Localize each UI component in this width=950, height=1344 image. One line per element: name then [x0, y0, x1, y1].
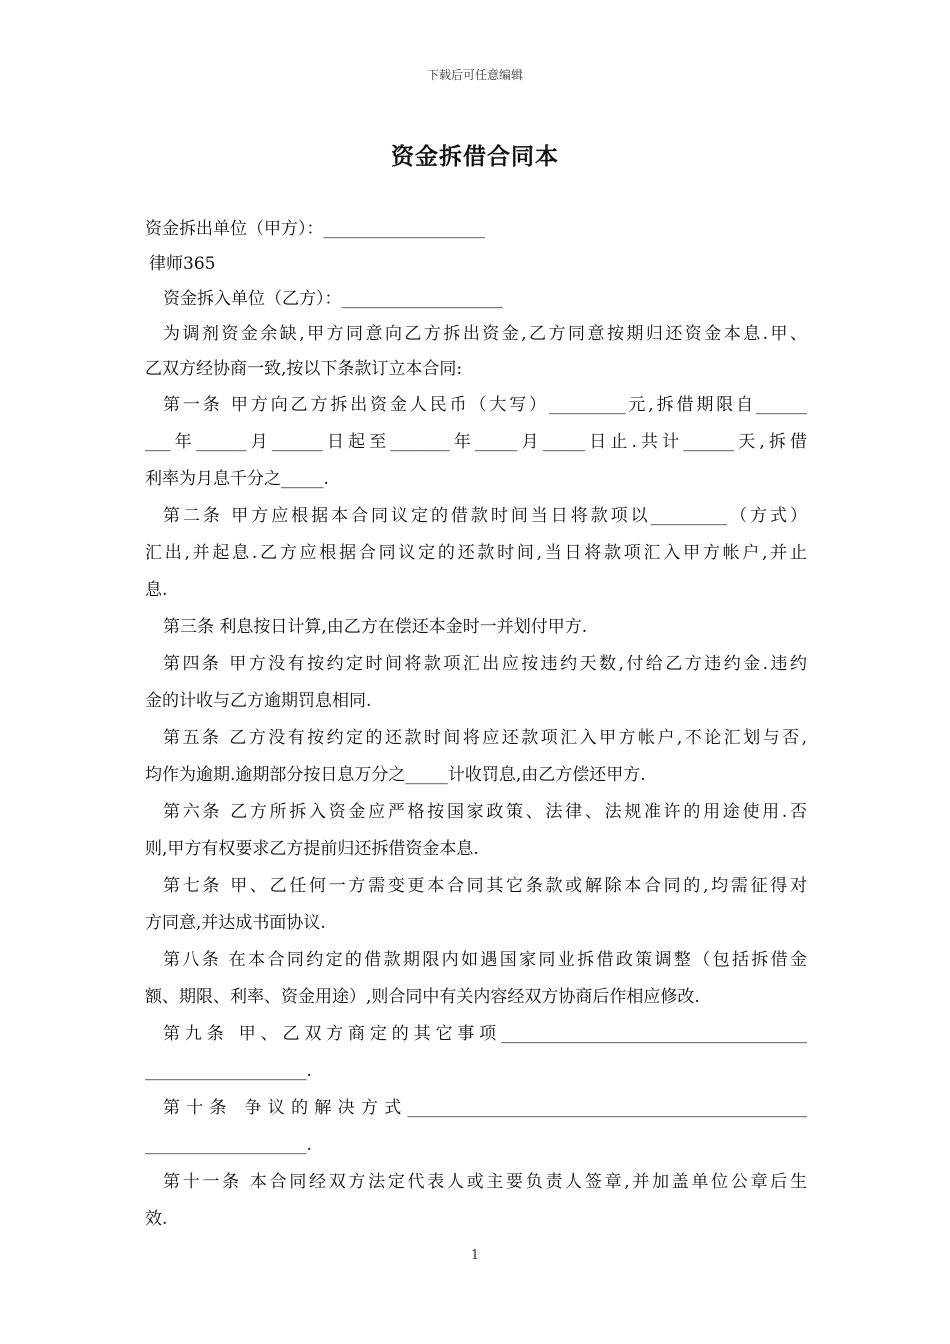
- document-title: 资金拆借合同本: [391, 143, 559, 170]
- clause-line: ___________________.: [145, 1135, 312, 1155]
- clause-line: 额、期限、利率、资金用途）,则合同中有关内容经双方协商后作相应修改.: [145, 987, 700, 1007]
- party-b-line: 资金拆入单位（乙方）：___________________: [163, 289, 503, 309]
- clause-line: 第三条 利息按日计算,由乙方在偿还本金时一并划付甲方.: [163, 617, 588, 637]
- clause-line: 第九条 甲、乙双方商定的其它事项____________________________________: [163, 1024, 807, 1044]
- clause-line: 利率为月息千分之_____.: [145, 469, 329, 489]
- clause-line: 息.: [145, 580, 168, 600]
- clause-line: 均作为逾期.逾期部分按日息万分之_____计收罚息,由乙方偿还甲方.: [145, 765, 646, 785]
- clause-line: ___________________.: [145, 1061, 312, 1081]
- clause-line: 方同意,并达成书面协议.: [145, 913, 326, 933]
- clause-line: 第六条 乙方所拆入资金应严格按国家政策、法律、法规准许的用途使用.否: [163, 802, 807, 822]
- watermark-text: 律师365: [149, 254, 216, 274]
- clause-line: 第八条 在本合同约定的借款期限内如遇国家同业拆借政策调整（包括拆借金: [163, 950, 807, 970]
- clause-line: 第四条 甲方没有按约定时间将款项汇出应按违约天数,付给乙方违约金.违约: [163, 654, 807, 674]
- clause-line: 则,甲方有权要求乙方提前归还拆借资金本息.: [145, 839, 479, 859]
- page-number: 1: [470, 1248, 480, 1263]
- clause-line: 第七条 甲、乙任何一方需变更本合同其它条款或解除本合同的,均需征得对: [163, 876, 807, 896]
- clause-line: 金的计收与乙方逾期罚息相同.: [145, 691, 372, 711]
- preamble-line: 乙双方经协商一致,按以下条款订立本合同:: [145, 359, 463, 379]
- clause-line: 第一条 甲方向乙方拆出资金人民币（大写）_________元,拆借期限自______: [163, 395, 807, 415]
- clause-line: 第二条 甲方应根据本合同议定的借款时间当日将款项以_________（方式）: [163, 506, 807, 526]
- contract-body: [145, 212, 807, 1238]
- party-a-line: 资金拆出单位（甲方）：___________________: [145, 219, 485, 239]
- clause-line: ___年______月______日起至_______年_____月_____日止.共计______天,拆借: [145, 432, 807, 452]
- clause-line: 第十一条 本合同经双方法定代表人或主要负责人签章,并加盖单位公章后生: [163, 1172, 807, 1192]
- clause-line: 第五条 乙方没有按约定的还款时间将应还款项汇入甲方帐户,不论汇划与否,: [163, 728, 807, 748]
- page-header-note: 下载后可任意编辑: [426, 68, 523, 82]
- preamble-line: 为调剂资金余缺,甲方同意向乙方拆出资金,乙方同意按期归还资金本息.甲、: [163, 324, 807, 344]
- clause-line: 第十条 争议的解决方式_______________________________________________: [163, 1098, 807, 1118]
- clause-line: 效.: [145, 1209, 168, 1229]
- clause-line: 汇出,并起息.乙方应根据合同议定的还款时间,当日将款项汇入甲方帐户,并止: [145, 543, 807, 563]
